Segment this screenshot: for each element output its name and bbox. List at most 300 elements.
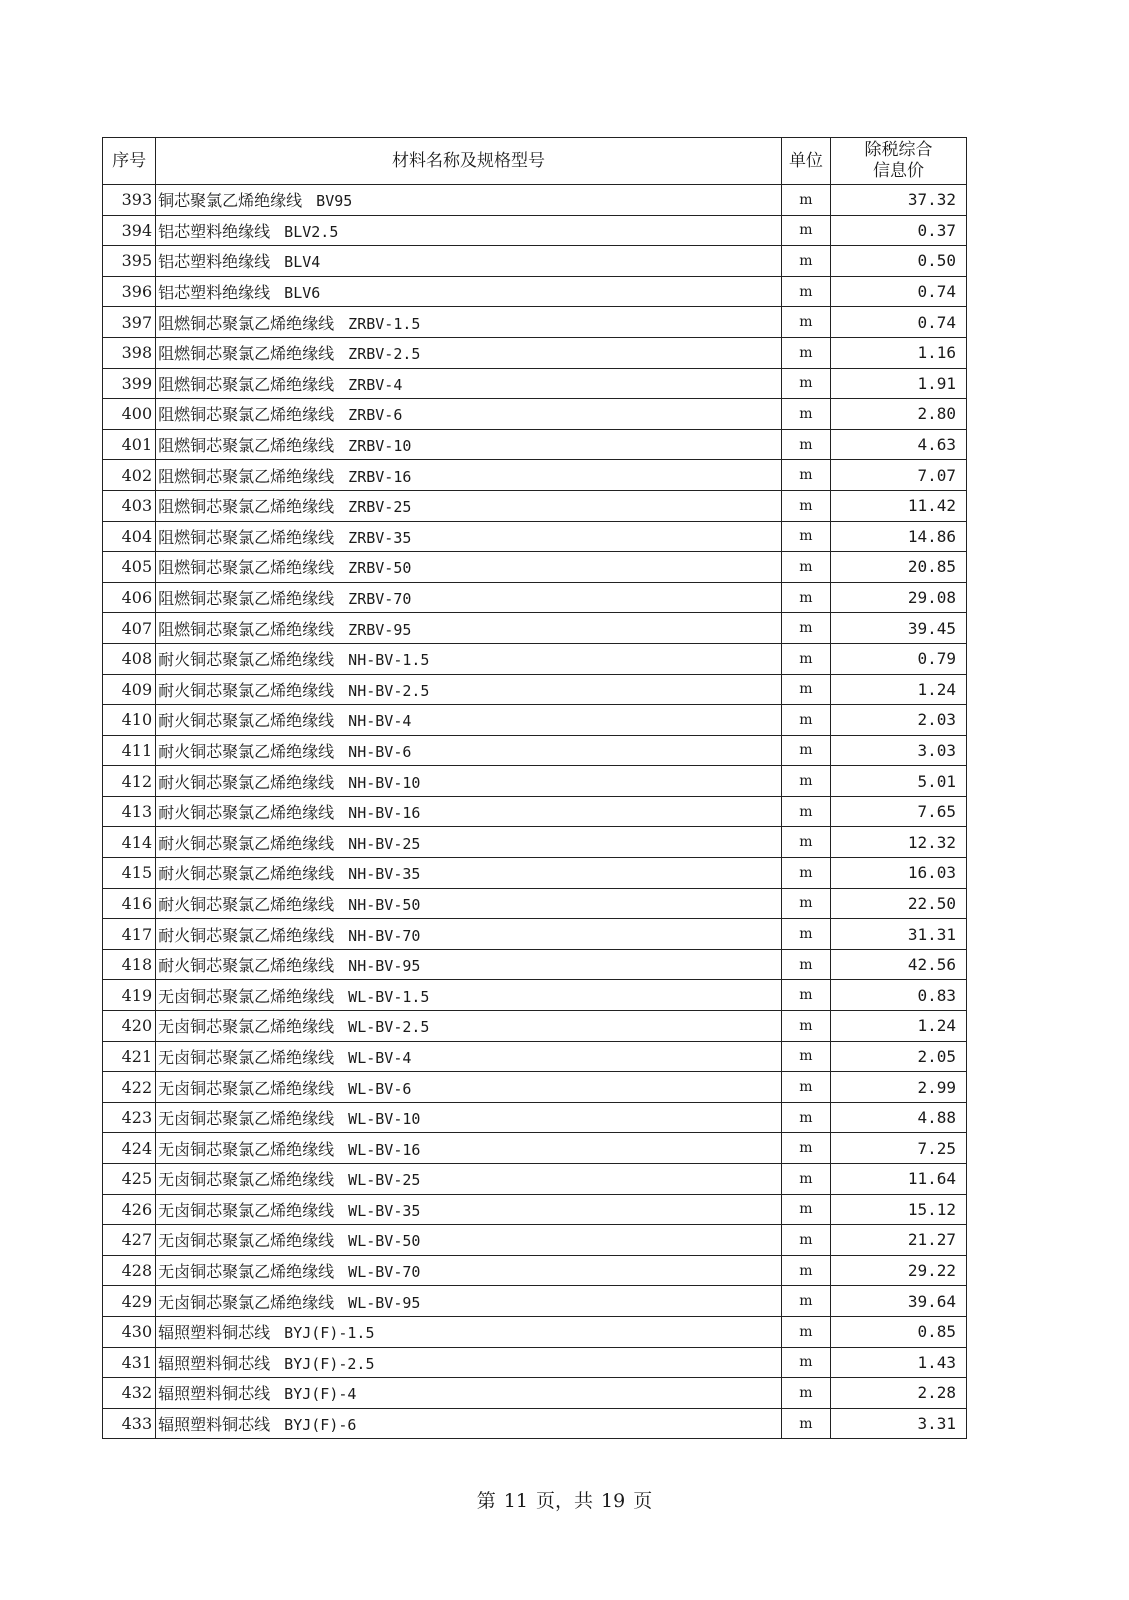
material-spec: ZRBV-16 (348, 467, 412, 486)
unit-cell: m (781, 1255, 830, 1286)
material-name: 无卤铜芯聚氯乙烯绝缘线 (158, 1078, 335, 1098)
row-number: 398 (103, 337, 156, 368)
row-number: 405 (103, 552, 156, 583)
unit-cell: m (781, 337, 830, 368)
row-number: 417 (103, 919, 156, 950)
table-row (103, 1286, 967, 1317)
table-row (103, 613, 967, 644)
material-spec: BYJ(F)-1.5 (284, 1324, 375, 1343)
unit-cell: m (781, 674, 830, 705)
price-cell: 16.03 (830, 858, 966, 889)
row-number: 402 (103, 460, 156, 491)
unit-cell: m (781, 643, 830, 674)
table-row (103, 429, 967, 460)
material-name-cell (156, 1286, 782, 1317)
material-name-cell (156, 796, 782, 827)
material-spec: WL-BV-4 (348, 1048, 412, 1067)
table-row (103, 888, 967, 919)
material-name-cell (156, 613, 782, 644)
material-spec: WL-BV-10 (348, 1110, 421, 1129)
row-number: 433 (103, 1408, 156, 1439)
price-cell: 7.65 (830, 796, 966, 827)
price-table (102, 137, 967, 1439)
material-name-cell (156, 949, 782, 980)
row-number: 411 (103, 735, 156, 766)
row-number: 413 (103, 796, 156, 827)
material-spec: ZRBV-95 (348, 620, 412, 639)
table-row (103, 552, 967, 583)
material-name: 阻燃铜芯聚氯乙烯绝缘线 (158, 436, 335, 456)
unit-cell: m (781, 1408, 830, 1439)
material-name-cell (156, 858, 782, 889)
price-cell: 14.86 (830, 521, 966, 552)
price-cell: 29.22 (830, 1255, 966, 1286)
material-name: 耐火铜芯聚氯乙烯绝缘线 (158, 833, 335, 853)
material-name-cell (156, 337, 782, 368)
row-number: 431 (103, 1347, 156, 1378)
row-number: 399 (103, 368, 156, 399)
price-cell: 3.03 (830, 735, 966, 766)
material-name-cell (156, 1041, 782, 1072)
footer-suffix: 页 (633, 1490, 653, 1512)
row-number: 416 (103, 888, 156, 919)
unit-cell: m (781, 1286, 830, 1317)
material-spec: NH-BV-35 (348, 865, 421, 884)
price-cell: 15.12 (830, 1194, 966, 1225)
material-name: 阻燃铜芯聚氯乙烯绝缘线 (158, 558, 335, 578)
unit-cell: m (781, 735, 830, 766)
unit-cell: m (781, 368, 830, 399)
unit-cell: m (781, 215, 830, 246)
material-name: 辐照塑料铜芯线 (158, 1384, 271, 1404)
unit-cell: m (781, 858, 830, 889)
price-cell: 0.85 (830, 1316, 966, 1347)
material-name: 阻燃铜芯聚氯乙烯绝缘线 (158, 589, 335, 609)
material-name: 无卤铜芯聚氯乙烯绝缘线 (158, 1017, 335, 1037)
material-name: 辐照塑料铜芯线 (158, 1415, 271, 1435)
material-spec: BV95 (316, 192, 353, 211)
material-name-cell (156, 1072, 782, 1103)
material-name: 无卤铜芯聚氯乙烯绝缘线 (158, 1109, 335, 1129)
price-cell: 2.03 (830, 705, 966, 736)
material-name-cell (156, 674, 782, 705)
material-name-cell (156, 1194, 782, 1225)
header-price (830, 138, 966, 185)
row-number: 404 (103, 521, 156, 552)
header-unit: 单位 (781, 138, 830, 185)
unit-cell: m (781, 919, 830, 950)
material-name: 耐火铜芯聚氯乙烯绝缘线 (158, 711, 335, 731)
table-row (103, 705, 967, 736)
price-cell: 2.80 (830, 399, 966, 430)
material-spec: ZRBV-1.5 (348, 314, 421, 333)
material-spec: WL-BV-6 (348, 1079, 412, 1098)
material-name: 耐火铜芯聚氯乙烯绝缘线 (158, 650, 335, 670)
unit-cell: m (781, 1316, 830, 1347)
material-name: 辐照塑料铜芯线 (158, 1353, 271, 1373)
table-row (103, 1072, 967, 1103)
material-name-cell (156, 215, 782, 246)
material-name: 阻燃铜芯聚氯乙烯绝缘线 (158, 374, 335, 394)
material-spec: WL-BV-2.5 (348, 1018, 430, 1037)
footer-middle: 页，共 (535, 1490, 593, 1512)
table-row (103, 215, 967, 246)
material-name-cell (156, 888, 782, 919)
row-number: 430 (103, 1316, 156, 1347)
unit-cell: m (781, 185, 830, 216)
material-name: 无卤铜芯聚氯乙烯绝缘线 (158, 1170, 335, 1190)
material-name-cell (156, 1102, 782, 1133)
table-row (103, 490, 967, 521)
price-cell: 1.43 (830, 1347, 966, 1378)
row-number: 395 (103, 246, 156, 277)
row-number: 424 (103, 1133, 156, 1164)
unit-cell: m (781, 399, 830, 430)
unit-cell: m (781, 1041, 830, 1072)
price-cell: 4.88 (830, 1102, 966, 1133)
table-row (103, 246, 967, 277)
material-name: 阻燃铜芯聚氯乙烯绝缘线 (158, 497, 335, 517)
material-spec: ZRBV-50 (348, 559, 412, 578)
unit-cell: m (781, 980, 830, 1011)
table-row (103, 766, 967, 797)
price-cell: 2.28 (830, 1378, 966, 1409)
material-name-cell (156, 766, 782, 797)
material-name-cell (156, 490, 782, 521)
material-spec: ZRBV-10 (348, 437, 412, 456)
table-row (103, 735, 967, 766)
table-row (103, 399, 967, 430)
table-row (103, 1041, 967, 1072)
material-spec: WL-BV-50 (348, 1232, 421, 1251)
unit-cell: m (781, 460, 830, 491)
material-name-cell (156, 276, 782, 307)
material-spec: NH-BV-2.5 (348, 681, 430, 700)
table-row (103, 919, 967, 950)
table-row (103, 1164, 967, 1195)
unit-cell: m (781, 1378, 830, 1409)
table-row (103, 1225, 967, 1256)
material-spec: WL-BV-16 (348, 1140, 421, 1159)
material-name-cell (156, 643, 782, 674)
price-cell: 1.91 (830, 368, 966, 399)
material-name-cell (156, 582, 782, 613)
material-name-cell (156, 1164, 782, 1195)
unit-cell: m (781, 552, 830, 583)
row-number: 429 (103, 1286, 156, 1317)
table-row (103, 521, 967, 552)
price-cell: 21.27 (830, 1225, 966, 1256)
price-cell: 20.85 (830, 552, 966, 583)
table-row (103, 1408, 967, 1439)
material-name: 阻燃铜芯聚氯乙烯绝缘线 (158, 405, 335, 425)
material-spec: WL-BV-35 (348, 1201, 421, 1220)
price-cell: 4.63 (830, 429, 966, 460)
row-number: 400 (103, 399, 156, 430)
header-price-line2: 信息价 (872, 161, 924, 181)
price-cell: 11.42 (830, 490, 966, 521)
material-spec: ZRBV-70 (348, 590, 412, 609)
table-row (103, 949, 967, 980)
row-number: 409 (103, 674, 156, 705)
price-cell: 7.25 (830, 1133, 966, 1164)
row-number: 412 (103, 766, 156, 797)
price-cell: 0.74 (830, 276, 966, 307)
row-number: 432 (103, 1378, 156, 1409)
row-number: 428 (103, 1255, 156, 1286)
table-row (103, 185, 967, 216)
price-cell: 37.32 (830, 185, 966, 216)
material-name: 耐火铜芯聚氯乙烯绝缘线 (158, 894, 335, 914)
row-number: 414 (103, 827, 156, 858)
table-row (103, 276, 967, 307)
table-row (103, 643, 967, 674)
table-row (103, 307, 967, 338)
material-name-cell (156, 827, 782, 858)
table-row (103, 1133, 967, 1164)
material-spec: NH-BV-25 (348, 834, 421, 853)
unit-cell: m (781, 582, 830, 613)
table-row (103, 1347, 967, 1378)
unit-cell: m (781, 307, 830, 338)
table-row (103, 337, 967, 368)
material-spec: ZRBV-2.5 (348, 345, 421, 364)
material-spec: WL-BV-70 (348, 1263, 421, 1282)
material-spec: NH-BV-10 (348, 773, 421, 792)
material-spec: BYJ(F)-4 (284, 1385, 357, 1404)
material-name: 无卤铜芯聚氯乙烯绝缘线 (158, 986, 335, 1006)
material-name: 铜芯聚氯乙烯绝缘线 (158, 191, 303, 211)
table-row (103, 796, 967, 827)
row-number: 421 (103, 1041, 156, 1072)
material-name-cell (156, 552, 782, 583)
price-cell: 1.16 (830, 337, 966, 368)
material-spec: NH-BV-4 (348, 712, 412, 731)
header-no: 序号 (103, 138, 156, 185)
material-spec: ZRBV-6 (348, 406, 403, 425)
material-spec: ZRBV-4 (348, 375, 403, 394)
material-name: 耐火铜芯聚氯乙烯绝缘线 (158, 741, 335, 761)
material-spec: BLV4 (284, 253, 321, 272)
material-name: 耐火铜芯聚氯乙烯绝缘线 (158, 803, 335, 823)
row-number: 408 (103, 643, 156, 674)
material-name-cell (156, 919, 782, 950)
unit-cell: m (781, 949, 830, 980)
row-number: 420 (103, 1011, 156, 1042)
unit-cell: m (781, 1011, 830, 1042)
unit-cell: m (781, 705, 830, 736)
price-cell: 3.31 (830, 1408, 966, 1439)
table-row (103, 1194, 967, 1225)
header-price-line1: 除税综合 (864, 140, 933, 160)
row-number: 403 (103, 490, 156, 521)
row-number: 423 (103, 1102, 156, 1133)
material-name: 耐火铜芯聚氯乙烯绝缘线 (158, 772, 335, 792)
price-cell: 31.31 (830, 919, 966, 950)
unit-cell: m (781, 1164, 830, 1195)
material-name-cell (156, 1133, 782, 1164)
table-row (103, 1316, 967, 1347)
material-spec: ZRBV-35 (348, 528, 412, 547)
material-name: 阻燃铜芯聚氯乙烯绝缘线 (158, 619, 335, 639)
material-name: 无卤铜芯聚氯乙烯绝缘线 (158, 1047, 335, 1067)
row-number: 407 (103, 613, 156, 644)
material-name-cell (156, 368, 782, 399)
price-cell: 1.24 (830, 1011, 966, 1042)
price-cell: 0.74 (830, 307, 966, 338)
price-cell: 1.24 (830, 674, 966, 705)
row-number: 425 (103, 1164, 156, 1195)
price-cell: 0.83 (830, 980, 966, 1011)
table-row (103, 460, 967, 491)
row-number: 397 (103, 307, 156, 338)
unit-cell: m (781, 1072, 830, 1103)
price-cell: 29.08 (830, 582, 966, 613)
table-row (103, 1378, 967, 1409)
material-spec: NH-BV-1.5 (348, 651, 430, 670)
price-cell: 11.64 (830, 1164, 966, 1195)
table-row (103, 582, 967, 613)
table-row (103, 858, 967, 889)
footer-prefix: 第 (476, 1490, 496, 1512)
material-name-cell (156, 1347, 782, 1378)
material-name: 耐火铜芯聚氯乙烯绝缘线 (158, 956, 335, 976)
table-header-row (103, 138, 967, 185)
material-name-cell (156, 1225, 782, 1256)
material-spec: WL-BV-95 (348, 1293, 421, 1312)
material-spec: NH-BV-95 (348, 957, 421, 976)
price-cell: 0.50 (830, 246, 966, 277)
material-name: 铝芯塑料绝缘线 (158, 221, 271, 241)
material-spec: BLV2.5 (284, 222, 339, 241)
material-name: 耐火铜芯聚氯乙烯绝缘线 (158, 925, 335, 945)
unit-cell: m (781, 1225, 830, 1256)
material-name-cell (156, 460, 782, 491)
material-name: 无卤铜芯聚氯乙烯绝缘线 (158, 1231, 335, 1251)
material-spec: NH-BV-16 (348, 804, 421, 823)
unit-cell: m (781, 613, 830, 644)
material-name: 阻燃铜芯聚氯乙烯绝缘线 (158, 466, 335, 486)
table-row (103, 1255, 967, 1286)
material-name: 耐火铜芯聚氯乙烯绝缘线 (158, 680, 335, 700)
material-spec: NH-BV-6 (348, 742, 412, 761)
material-name: 辐照塑料铜芯线 (158, 1323, 271, 1343)
table-row (103, 980, 967, 1011)
price-cell: 12.32 (830, 827, 966, 858)
footer-total-pages: 19 (601, 1490, 626, 1512)
table-row (103, 827, 967, 858)
table-row (103, 1102, 967, 1133)
material-spec: BYJ(F)-2.5 (284, 1354, 375, 1373)
price-cell: 22.50 (830, 888, 966, 919)
material-name-cell (156, 399, 782, 430)
material-name-cell (156, 246, 782, 277)
material-name-cell (156, 1255, 782, 1286)
row-number: 427 (103, 1225, 156, 1256)
material-spec: WL-BV-25 (348, 1171, 421, 1190)
price-cell: 5.01 (830, 766, 966, 797)
material-name: 阻燃铜芯聚氯乙烯绝缘线 (158, 527, 335, 547)
price-cell: 7.07 (830, 460, 966, 491)
unit-cell: m (781, 1347, 830, 1378)
material-name: 无卤铜芯聚氯乙烯绝缘线 (158, 1292, 335, 1312)
price-cell: 0.37 (830, 215, 966, 246)
material-name: 无卤铜芯聚氯乙烯绝缘线 (158, 1200, 335, 1220)
footer-page-number: 11 (503, 1490, 528, 1512)
row-number: 418 (103, 949, 156, 980)
table-row (103, 368, 967, 399)
unit-cell: m (781, 429, 830, 460)
table-row (103, 1011, 967, 1042)
row-number: 396 (103, 276, 156, 307)
material-name-cell (156, 1408, 782, 1439)
row-number: 422 (103, 1072, 156, 1103)
unit-cell: m (781, 1194, 830, 1225)
row-number: 406 (103, 582, 156, 613)
material-spec: NH-BV-50 (348, 895, 421, 914)
material-spec: NH-BV-70 (348, 926, 421, 945)
price-cell: 2.05 (830, 1041, 966, 1072)
unit-cell: m (781, 276, 830, 307)
material-spec: WL-BV-1.5 (348, 987, 430, 1006)
material-name: 铝芯塑料绝缘线 (158, 252, 271, 272)
material-name-cell (156, 1011, 782, 1042)
material-name: 耐火铜芯聚氯乙烯绝缘线 (158, 864, 335, 884)
material-spec: ZRBV-25 (348, 498, 412, 517)
unit-cell: m (781, 796, 830, 827)
material-name-cell (156, 307, 782, 338)
row-number: 394 (103, 215, 156, 246)
material-name-cell (156, 1378, 782, 1409)
row-number: 426 (103, 1194, 156, 1225)
price-cell: 0.79 (830, 643, 966, 674)
price-cell: 42.56 (830, 949, 966, 980)
row-number: 401 (103, 429, 156, 460)
page-footer (0, 1486, 1129, 1513)
table-row (103, 674, 967, 705)
row-number: 419 (103, 980, 156, 1011)
unit-cell: m (781, 1133, 830, 1164)
material-name-cell (156, 980, 782, 1011)
price-cell: 2.99 (830, 1072, 966, 1103)
material-name-cell (156, 705, 782, 736)
material-name-cell (156, 735, 782, 766)
unit-cell: m (781, 521, 830, 552)
row-number: 393 (103, 185, 156, 216)
material-name-cell (156, 521, 782, 552)
unit-cell: m (781, 827, 830, 858)
price-cell: 39.45 (830, 613, 966, 644)
unit-cell: m (781, 490, 830, 521)
material-spec: BYJ(F)-6 (284, 1416, 357, 1435)
unit-cell: m (781, 1102, 830, 1133)
material-name: 无卤铜芯聚氯乙烯绝缘线 (158, 1139, 335, 1159)
table-body (103, 185, 967, 1439)
material-name: 阻燃铜芯聚氯乙烯绝缘线 (158, 344, 335, 364)
material-name: 无卤铜芯聚氯乙烯绝缘线 (158, 1262, 335, 1282)
material-name-cell (156, 185, 782, 216)
row-number: 415 (103, 858, 156, 889)
unit-cell: m (781, 888, 830, 919)
material-name: 阻燃铜芯聚氯乙烯绝缘线 (158, 313, 335, 333)
row-number: 410 (103, 705, 156, 736)
header-name: 材料名称及规格型号 (156, 138, 782, 185)
price-cell: 39.64 (830, 1286, 966, 1317)
material-name-cell (156, 1316, 782, 1347)
material-name: 铝芯塑料绝缘线 (158, 283, 271, 303)
unit-cell: m (781, 246, 830, 277)
material-spec: BLV6 (284, 284, 321, 303)
